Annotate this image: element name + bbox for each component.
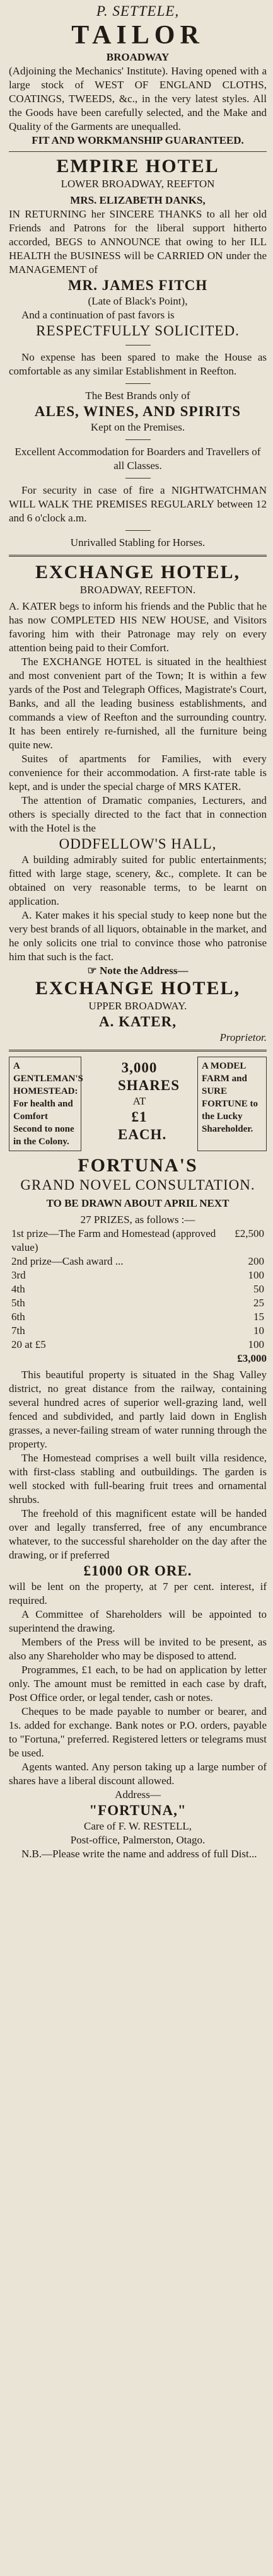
prize-amount: 100: [248, 1269, 264, 1281]
prize-row: [9, 1310, 267, 1324]
exchange-paragraph-2: The EXCHANGE HOTEL is situated in the healthiest and most convenient part of the Town; It is within a few yards of the Post and Telegraph Offices, Magistrate's Court, Banks, and all the leading business establishments, and commands a view of Reefton and the surrounding country. It has been entirely re-furnished, all the furniture being quite new.: [9, 656, 267, 751]
pointing-hand-icon: ☞: [87, 965, 97, 977]
empire-title: EMPIRE HOTEL: [56, 156, 219, 177]
exchange-paragraph-5: A building admirably suited for public entertainments; fitted with large stage, scenery, &c., complete. It can be obtained on very reasonable terms, to be learnt on application.: [9, 854, 267, 907]
exchange-subtitle-repeat: UPPER BROADWAY.: [88, 1000, 187, 1012]
fortuna-paragraph-5: A Committee of Shareholders will be appointed to superintend the drawing.: [9, 1608, 267, 1634]
fortuna-address-label: Address—: [115, 1789, 161, 1801]
exchange-note-address-text: Note the Address—: [100, 965, 189, 977]
tailor-guarantee: FIT AND WORKMANSHIP GUARANTEED.: [32, 134, 244, 146]
prize-label: 5th: [11, 1297, 25, 1309]
empire-fire: For security in case of fire a NIGHTWATCHMAN WILL WALK THE PREMISES REGULARLY between 12 and 6 o'clock a.m.: [9, 484, 267, 524]
fortuna-title: FORTUNA'S: [78, 1155, 198, 1176]
prize-label: 2nd prize—Cash award ...: [11, 1255, 124, 1267]
prize-row: [9, 1255, 267, 1268]
header-fragment: P. SETTELE,: [96, 3, 180, 19]
fortuna-amount: £1000 OR ORE.: [83, 1563, 192, 1579]
exchange-proprietor: A. KATER,: [99, 1014, 177, 1030]
fortuna-paragraph-9: Agents wanted. Any person taking up a large number of shares have a liberal discount allowed.: [9, 1761, 267, 1787]
tailor-advertisement: [9, 3, 267, 148]
prize-amount: 200: [248, 1255, 264, 1267]
fortuna-prize-table: [9, 1227, 267, 1352]
prize-label: 4th: [11, 1283, 25, 1295]
prize-amount: 50: [253, 1283, 264, 1295]
fortuna-nb: N.B.—Please write the name and address of full Dist...: [21, 1848, 257, 1860]
fortuna-drawn: TO BE DRAWN ABOUT APRIL NEXT: [46, 1197, 229, 1209]
fortuna-address-block: [9, 1788, 267, 1847]
empire-accommodation: Excellent Accommodation for Boarders and Travellers of all Classes.: [15, 446, 261, 472]
tailor-body: (Adjoining the Mechanics' Institute). Having opened with a large stock of WEST OF ENGLAND CLOTHS, COATINGS, TWEEDS, &c., in the very latest styles. All the Goods have been carefully selected, and the Make and Quality of the Garments are unequalled.: [9, 65, 267, 132]
fortuna-share-count: 3,000: [121, 1060, 158, 1076]
tailor-heading: TAILOR: [71, 21, 204, 50]
prize-row: [9, 1338, 267, 1352]
empire-expense: No expense has been spared to make the House as comfortable as any similar Establishment in Reefton.: [9, 351, 267, 377]
exchange-title: EXCHANGE HOTEL,: [35, 562, 241, 583]
fortuna-prizes-head: 27 PRIZES, as follows :—: [80, 1214, 195, 1226]
fortuna-paragraph-8: Cheques to be made payable to number or bearer, and 1s. added for exchange. Bank notes or P.O. orders, payable to "Fortuna," preferred. Registered letters or telegrams must be used.: [9, 1705, 267, 1759]
prize-amount: 15: [253, 1311, 264, 1323]
prize-row: [9, 1268, 267, 1282]
divider: [9, 555, 267, 557]
empire-stabling: Unrivalled Stabling for Horses.: [70, 537, 206, 548]
prize-row: [9, 1324, 267, 1338]
fortuna-address-name: "FORTUNA,": [89, 1802, 187, 1818]
fortuna-paragraph-3: The freehold of this magnificent estate will be handed over and legally transferred, free of any encumbrance whatever, to the successful shareholder on the day after the drawing, or if preferred: [9, 1507, 267, 1561]
exchange-paragraph-3: Suites of apartments for Families, with every convenience for their accommodation. A first-rate table is kept, and is under the special charge of MRS KATER.: [9, 753, 267, 792]
oddfellows-hall-title: ODDFELLOW'S HALL,: [59, 836, 217, 852]
fortuna-right-box: A MODEL FARM and SURE FORTUNE to the Lucky Shareholder.: [197, 1057, 267, 1151]
fortuna-paragraph-6: Members of the Press will be invited to be present, as also any Shareholder who may be disposed to attend.: [9, 1636, 267, 1662]
fortuna-header-boxes: [9, 1057, 267, 1151]
prize-label: 7th: [11, 1325, 25, 1337]
exchange-paragraph-4: The attention of Dramatic companies, Lecturers, and others is specially directed to the fact that in connection with the Hotel is the: [9, 794, 267, 834]
empire-brands-tail: Kept on the Premises.: [90, 421, 185, 433]
empire-hotel-advertisement: [9, 156, 267, 550]
exchange-hotel-advertisement: [9, 562, 267, 1045]
fortuna-address-care: Care of F. W. RESTELL,: [84, 1820, 192, 1832]
prize-label: 6th: [11, 1311, 25, 1323]
prize-label: 1st prize—The Farm and Homestead (approved value): [11, 1227, 216, 1253]
fortuna-paragraph-7: Programmes, £1 each, to be had on application by letter only. The amount must be remitted in each case by draft, Post Office order, or legal tender, cash or notes.: [9, 1664, 267, 1703]
exchange-proprietor-label: Proprietor.: [219, 1031, 267, 1043]
fortuna-paragraph-1: This beautiful property is situated in the Shag Valley district, no great distance from the railway, containing several hundred acres of superior well-grazing land, well fenced and subdivided, and partly laid down in English grasses, a never-failing stream of water running through the property.: [9, 1369, 267, 1450]
fortuna-left-box: A GENTLEMAN'S HOMESTEAD: For health and Comfort Second to none in the Colony.: [9, 1057, 81, 1151]
empire-brands: ALES, WINES, AND SPIRITS: [34, 403, 241, 419]
fortuna-address-po: Post-office, Palmerston, Otago.: [70, 1834, 206, 1846]
divider-short: [125, 383, 151, 384]
fortuna-shares-label: SHARES: [118, 1077, 180, 1093]
prize-amount: 25: [253, 1297, 264, 1309]
fortuna-paragraph-2: The Homestead comprises a well built villa residence, with first-class stabling and outbuildings. The garden is well stocked with full-bearing fruit trees and ornamental shrubs.: [9, 1452, 267, 1506]
fortuna-subtitle: GRAND NOVEL CONSULTATION.: [20, 1177, 255, 1193]
prize-row: [9, 1282, 267, 1296]
exchange-note-address: [9, 964, 267, 978]
fortuna-total: £3,000: [237, 1352, 267, 1364]
empire-subtitle: LOWER BROADWAY, REEFTON: [61, 178, 215, 190]
prize-amount: 10: [253, 1325, 264, 1337]
empire-manager-note: (Late of Black's Point),: [88, 295, 188, 307]
fortuna-at-label: AT: [132, 1095, 146, 1107]
tailor-location: BROADWAY: [106, 51, 170, 63]
fortuna-share-price: £1 EACH.: [118, 1109, 167, 1142]
divider: [9, 1050, 267, 1052]
empire-solicited: RESPECTFULLY SOLICITED.: [36, 323, 240, 339]
exchange-intro: A. KATER begs to inform his friends and the Public that he has now COMPLETED HIS NEW HOUSE, and Visitors favoring him with their Patronage may rely on every attention being paid to their Comfort.: [9, 600, 267, 654]
prize-amount: £2,500: [235, 1227, 264, 1239]
empire-body: IN RETURNING her SINCERE THANKS to all her old Friends and Patrons for the liberal support hitherto accorded, BEGS to ANNOUNCE that owing to her ILL HEALTH the BUSINESS will be CARRIED ON under the MANAGEMENT of: [9, 208, 267, 276]
fortuna-paragraph-4: will be lent on the property, at 7 per cent. interest, if required.: [9, 1581, 267, 1606]
fortuna-advertisement: [9, 1057, 267, 1861]
empire-continuation: And a continuation of past favors is: [21, 309, 175, 321]
prize-label: 3rd: [11, 1269, 26, 1281]
exchange-title-repeat: EXCHANGE HOTEL,: [35, 978, 241, 999]
divider-short: [125, 478, 151, 479]
prize-amount: 100: [248, 1338, 264, 1350]
prize-row: [9, 1296, 267, 1310]
empire-owner: MRS. ELIZABETH DANKS,: [70, 194, 206, 206]
empire-manager: MR. JAMES FITCH: [67, 277, 208, 293]
empire-brands-intro: The Best Brands only of: [85, 390, 190, 402]
divider-short: [125, 530, 151, 531]
prize-label: 20 at £5: [11, 1338, 46, 1350]
fortuna-mid-box: [114, 1057, 180, 1151]
prize-row: [9, 1227, 267, 1255]
exchange-subtitle: BROADWAY, REEFTON.: [79, 584, 196, 596]
divider-short: [125, 439, 151, 440]
divider: [9, 151, 267, 152]
exchange-paragraph-6: A. Kater makes it his special study to keep none but the very best brands of all liquors, obtainable in the market, and he only solicits one trial to convince those who patronise him that such is the fact.: [9, 909, 267, 963]
